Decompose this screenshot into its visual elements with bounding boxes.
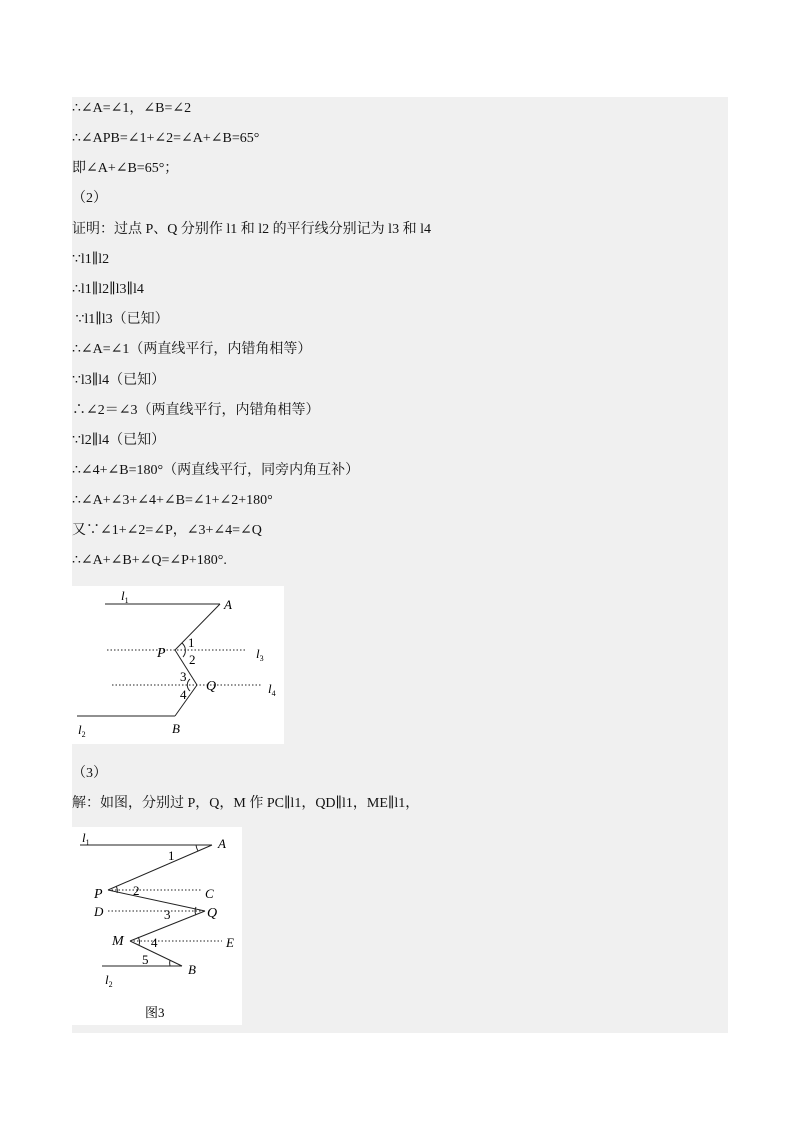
proof-line-6: ∵l1∥l2 bbox=[72, 252, 110, 267]
proof-line-2: ∴∠APB=∠1+∠2=∠A+∠B=65° bbox=[72, 131, 260, 146]
segment-PQ bbox=[108, 890, 205, 911]
proof-line-10: ∵l3∥l4（已知） bbox=[72, 373, 166, 388]
angle-arc-A bbox=[196, 845, 198, 851]
proof-line-7: ∴l1∥l2∥l3∥l4 bbox=[72, 282, 144, 297]
label-angle-3: 3 bbox=[164, 907, 171, 922]
figure-2-parallel-lines bbox=[72, 586, 284, 744]
label-Q: Q bbox=[207, 906, 218, 921]
figure-3-caption: 图3 bbox=[145, 1005, 165, 1020]
label-M: M bbox=[112, 934, 124, 949]
label-P: P bbox=[94, 887, 103, 902]
label-l2: $l_2$ bbox=[78, 722, 86, 739]
label-l2: $l_2$ bbox=[105, 972, 113, 989]
label-l3: $l_3$ bbox=[256, 646, 264, 663]
proof-line-13: ∴∠4+∠B=180°（两直线平行，同旁内角互补） bbox=[72, 463, 360, 478]
label-B: B bbox=[188, 962, 196, 977]
label-l1: $l_1$ bbox=[82, 830, 90, 847]
proof-line-5: 证明：过点 P、Q 分别作 l1 和 l2 的平行线分别记为 l3 和 l4 bbox=[72, 222, 431, 237]
proof-line-8: ∵l1∥l3（已知） bbox=[72, 312, 169, 327]
label-angle-4: 4 bbox=[151, 935, 158, 950]
label-angle-4: 4 bbox=[180, 687, 187, 702]
proof-line-1: ∴∠A=∠1，∠B=∠2 bbox=[72, 101, 192, 116]
label-angle-5: 5 bbox=[142, 952, 149, 967]
proof-line-11: ∴∠2＝∠3（两直线平行，内错角相等） bbox=[72, 403, 320, 418]
proof-line-9: ∴∠A=∠1（两直线平行，内错角相等） bbox=[72, 342, 312, 357]
figure-2-svg bbox=[72, 586, 284, 744]
segment-AP bbox=[108, 845, 212, 890]
label-angle-2: 2 bbox=[133, 883, 140, 898]
label-D: D bbox=[94, 904, 104, 919]
label-B: B bbox=[172, 721, 180, 736]
proof-line-3: 即∠A+∠B=65°； bbox=[72, 161, 179, 176]
label-A: A bbox=[224, 597, 232, 612]
label-P: P bbox=[157, 646, 166, 661]
figure-3-svg bbox=[72, 827, 242, 1025]
figure-3-zigzag bbox=[72, 827, 242, 1025]
label-angle-1: 1 bbox=[168, 848, 175, 863]
proof-line-14: ∴∠A+∠3+∠4+∠B=∠1+∠2+180° bbox=[72, 493, 273, 508]
part-3-solution: 解：如图，分别过 P，Q，M 作 PC∥l1，QD∥l1，ME∥l1， bbox=[72, 796, 420, 811]
label-A: A bbox=[218, 836, 226, 851]
part-2-heading: （2） bbox=[72, 191, 107, 206]
label-angle-3: 3 bbox=[180, 669, 187, 684]
label-angle-2: 2 bbox=[189, 652, 196, 667]
label-C: C bbox=[205, 886, 214, 901]
proof-line-12: ∵l2∥l4（已知） bbox=[72, 433, 166, 448]
angle-arc-P bbox=[182, 643, 185, 657]
label-angle-1: 1 bbox=[188, 635, 195, 650]
label-E: E bbox=[226, 935, 234, 950]
label-Q: Q bbox=[206, 679, 217, 694]
segment-AP bbox=[175, 604, 220, 650]
proof-line-15: 又∵∠1+∠2=∠P，∠3+∠4=∠Q bbox=[72, 523, 262, 538]
label-l4: $l_4$ bbox=[268, 681, 276, 698]
proof-line-16: ∴∠A+∠B+∠Q=∠P+180°. bbox=[72, 553, 227, 568]
part-3-heading: （3） bbox=[72, 766, 107, 781]
label-l1: $l_1$ bbox=[121, 588, 129, 605]
